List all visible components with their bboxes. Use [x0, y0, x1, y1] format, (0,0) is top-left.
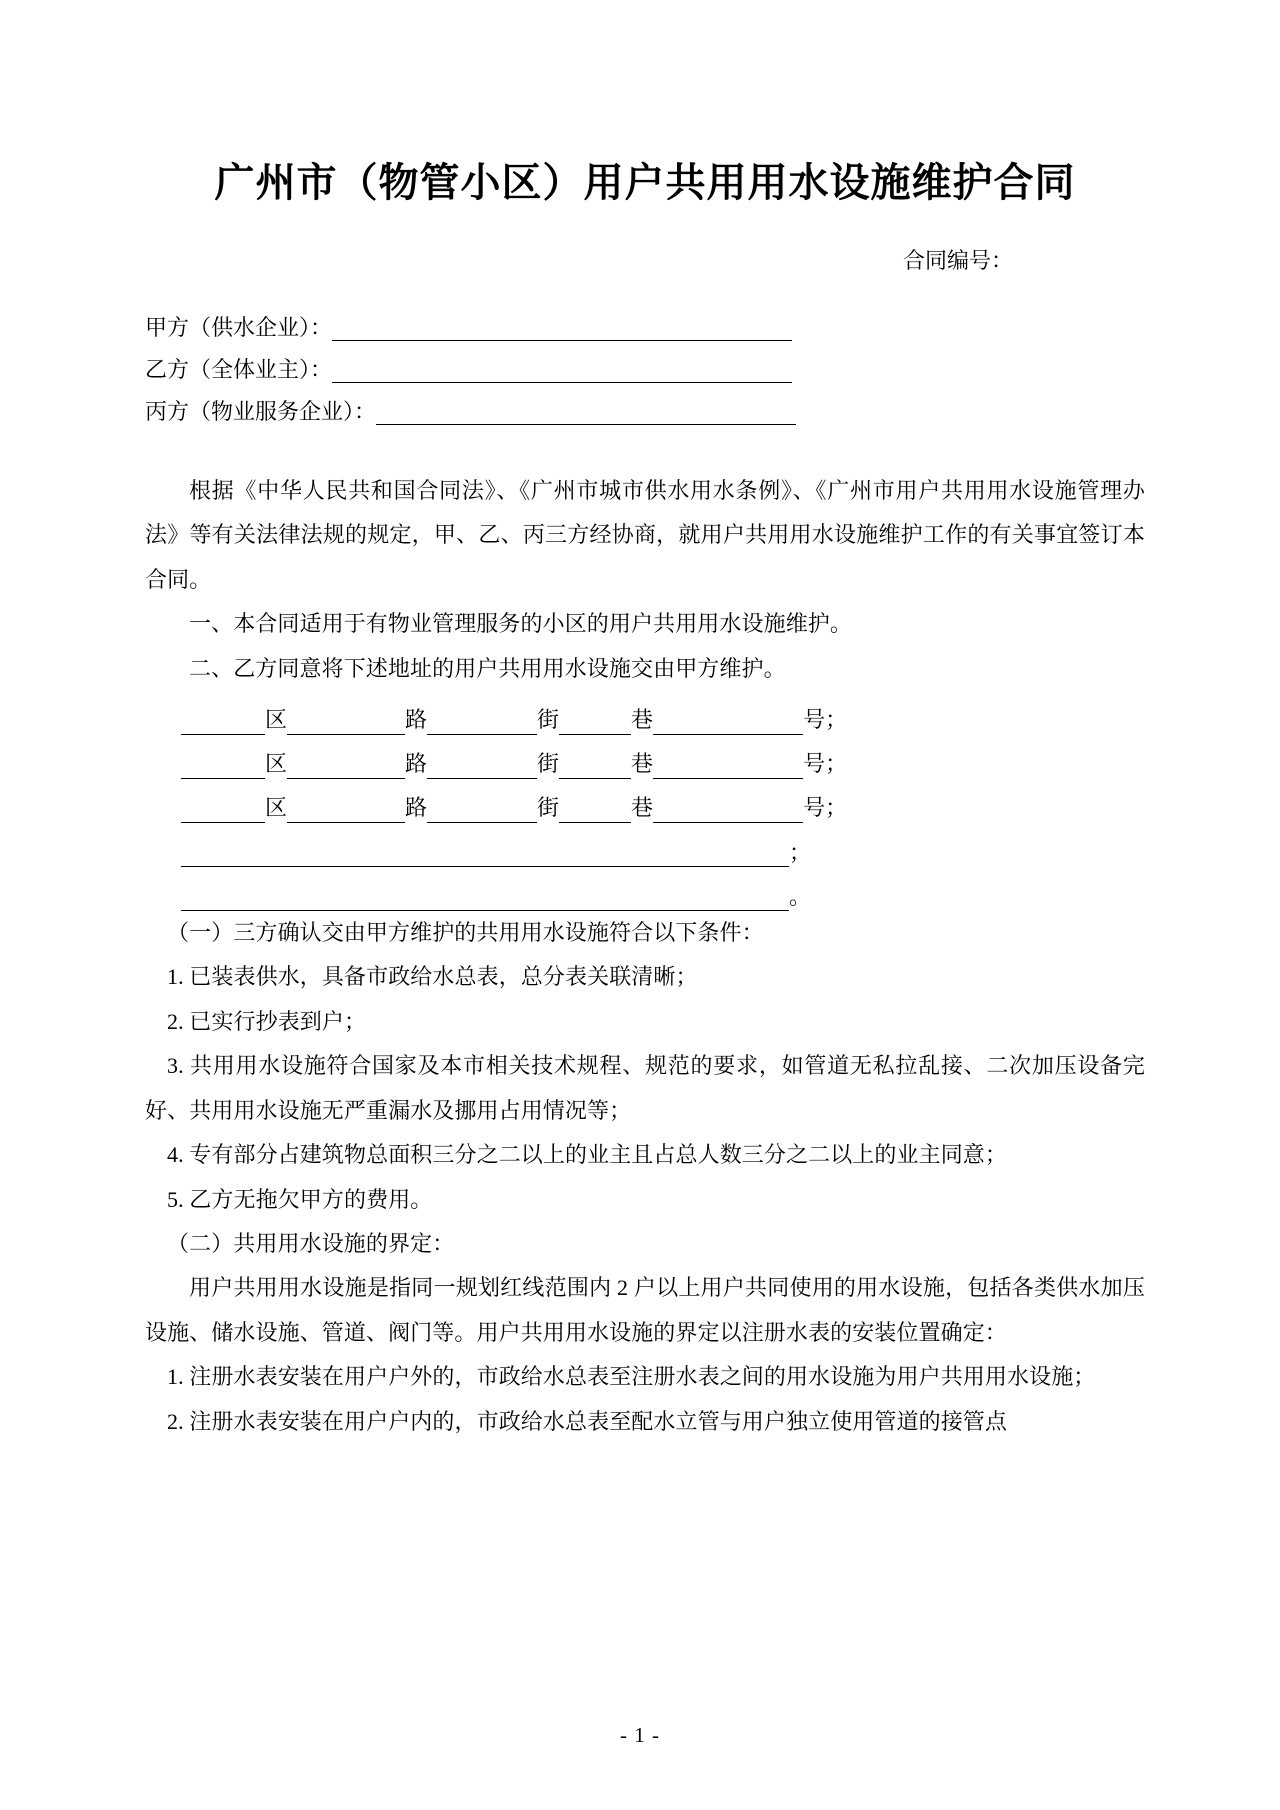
- address-lane-input[interactable]: [559, 802, 631, 823]
- address-extra-terminator: ；: [789, 839, 812, 865]
- address-form: [145, 691, 1145, 911]
- address-number-label: 号；: [803, 750, 848, 776]
- address-extra-input[interactable]: [181, 846, 789, 867]
- address-district-label: 区: [265, 750, 288, 776]
- party-input-first[interactable]: [332, 318, 792, 341]
- page-content: [145, 0, 1145, 1444]
- address-street-input[interactable]: [427, 714, 537, 735]
- address-number-input[interactable]: [653, 714, 803, 735]
- section-one-item-4: 4. 专有部分占建筑物总面积三分之二以上的业主且占总人数三分之二以上的业主同意；: [167, 1142, 1008, 1168]
- address-street-label: 街: [537, 706, 560, 732]
- section-two-paragraph: 用户共用用水设施是指同一规划红线范围内 2 户以上用户共同使用的用水设施，包括各类供水加压设施、储水设施、管道、阀门等。用户共用用水设施的界定以注册水表的安装位置确定：: [145, 1275, 1145, 1345]
- section-two-heading: （二）共用用水设施的界定：: [167, 1231, 455, 1257]
- party-row-first: [145, 314, 1145, 341]
- address-lane-label: 巷: [631, 750, 654, 776]
- body-block: [145, 469, 1145, 1444]
- address-street-label: 街: [537, 750, 560, 776]
- section-one-item-2: 2. 已实行抄表到户；: [167, 1008, 367, 1034]
- address-number-input[interactable]: [653, 758, 803, 779]
- article-one: 一、本合同适用于有物业管理服务的小区的用户共用用水设施维护。: [189, 611, 853, 637]
- party-input-second[interactable]: [332, 360, 792, 383]
- address-row: [145, 691, 1145, 735]
- page-title: 广州市（物管小区）用户共用用水设施维护合同: [214, 161, 1076, 205]
- address-extra-terminator: 。: [789, 883, 812, 909]
- article-two: 二、乙方同意将下述地址的用户共用用水设施交由甲方维护。: [189, 655, 786, 681]
- contract-number-row: [145, 246, 1145, 277]
- section-two-item-2: 2. 注册水表安装在用户户内的，市政给水总表至配水立管与用户独立使用管道的接管点: [167, 1408, 1008, 1434]
- address-road-input[interactable]: [287, 714, 405, 735]
- parties-block: [145, 314, 1145, 425]
- address-lane-input[interactable]: [559, 758, 631, 779]
- address-district-input[interactable]: [181, 758, 265, 779]
- address-lane-input[interactable]: [559, 714, 631, 735]
- address-number-label: 号；: [803, 706, 848, 732]
- address-row: [145, 779, 1145, 823]
- party-row-second: [145, 356, 1145, 383]
- address-district-label: 区: [265, 794, 288, 820]
- party-label-second: 乙方（全体业主）：: [145, 356, 333, 382]
- address-street-label: 街: [537, 794, 560, 820]
- party-input-third[interactable]: [376, 402, 796, 425]
- address-extra-row: [145, 867, 1145, 911]
- address-road-input[interactable]: [287, 802, 405, 823]
- address-lane-label: 巷: [631, 706, 654, 732]
- address-extra-input[interactable]: [181, 890, 789, 911]
- address-road-label: 路: [405, 706, 428, 732]
- address-road-input[interactable]: [287, 758, 405, 779]
- section-one-item-3: 3. 共用用水设施符合国家及本市相关技术规程、规范的要求，如管道无私拉乱接、二次加压设备完好、共用用水设施无严重漏水及挪用占用情况等；: [145, 1053, 1145, 1123]
- party-row-third: [145, 398, 1145, 425]
- section-two-item-1: 1. 注册水表安装在用户户外的，市政给水总表至注册水表之间的用水设施为用户共用用水设施；: [167, 1364, 1096, 1390]
- preamble-paragraph: 根据《中华人民共和国合同法》、《广州市城市供水用水条例》、《广州市用户共用用水设施管理办法》等有关法律法规的规定，甲、乙、丙三方经协商，就用户共用用水设施维护工作的有关事宜签订本合同。: [145, 477, 1145, 592]
- address-road-label: 路: [405, 794, 428, 820]
- address-lane-label: 巷: [631, 794, 654, 820]
- page-number: - 1 -: [620, 1723, 660, 1747]
- address-street-input[interactable]: [427, 802, 537, 823]
- party-label-first: 甲方（供水企业）：: [145, 314, 333, 340]
- address-road-label: 路: [405, 750, 428, 776]
- party-label-third: 丙方（物业服务企业）：: [145, 398, 377, 424]
- address-district-label: 区: [265, 706, 288, 732]
- address-district-input[interactable]: [181, 714, 265, 735]
- address-street-input[interactable]: [427, 758, 537, 779]
- section-one-item-5: 5. 乙方无拖欠甲方的费用。: [167, 1186, 433, 1212]
- address-number-input[interactable]: [653, 802, 803, 823]
- section-one-heading: （一）三方确认交由甲方维护的共用用水设施符合以下条件：: [167, 919, 764, 945]
- address-number-label: 号；: [803, 794, 848, 820]
- address-extra-row: [145, 823, 1145, 867]
- address-district-input[interactable]: [181, 802, 265, 823]
- contract-number-label: 合同编号：: [902, 248, 1013, 273]
- section-one-item-1: 1. 已装表供水，具备市政给水总表，总分表关联清晰；: [167, 964, 698, 990]
- address-row: [145, 735, 1145, 779]
